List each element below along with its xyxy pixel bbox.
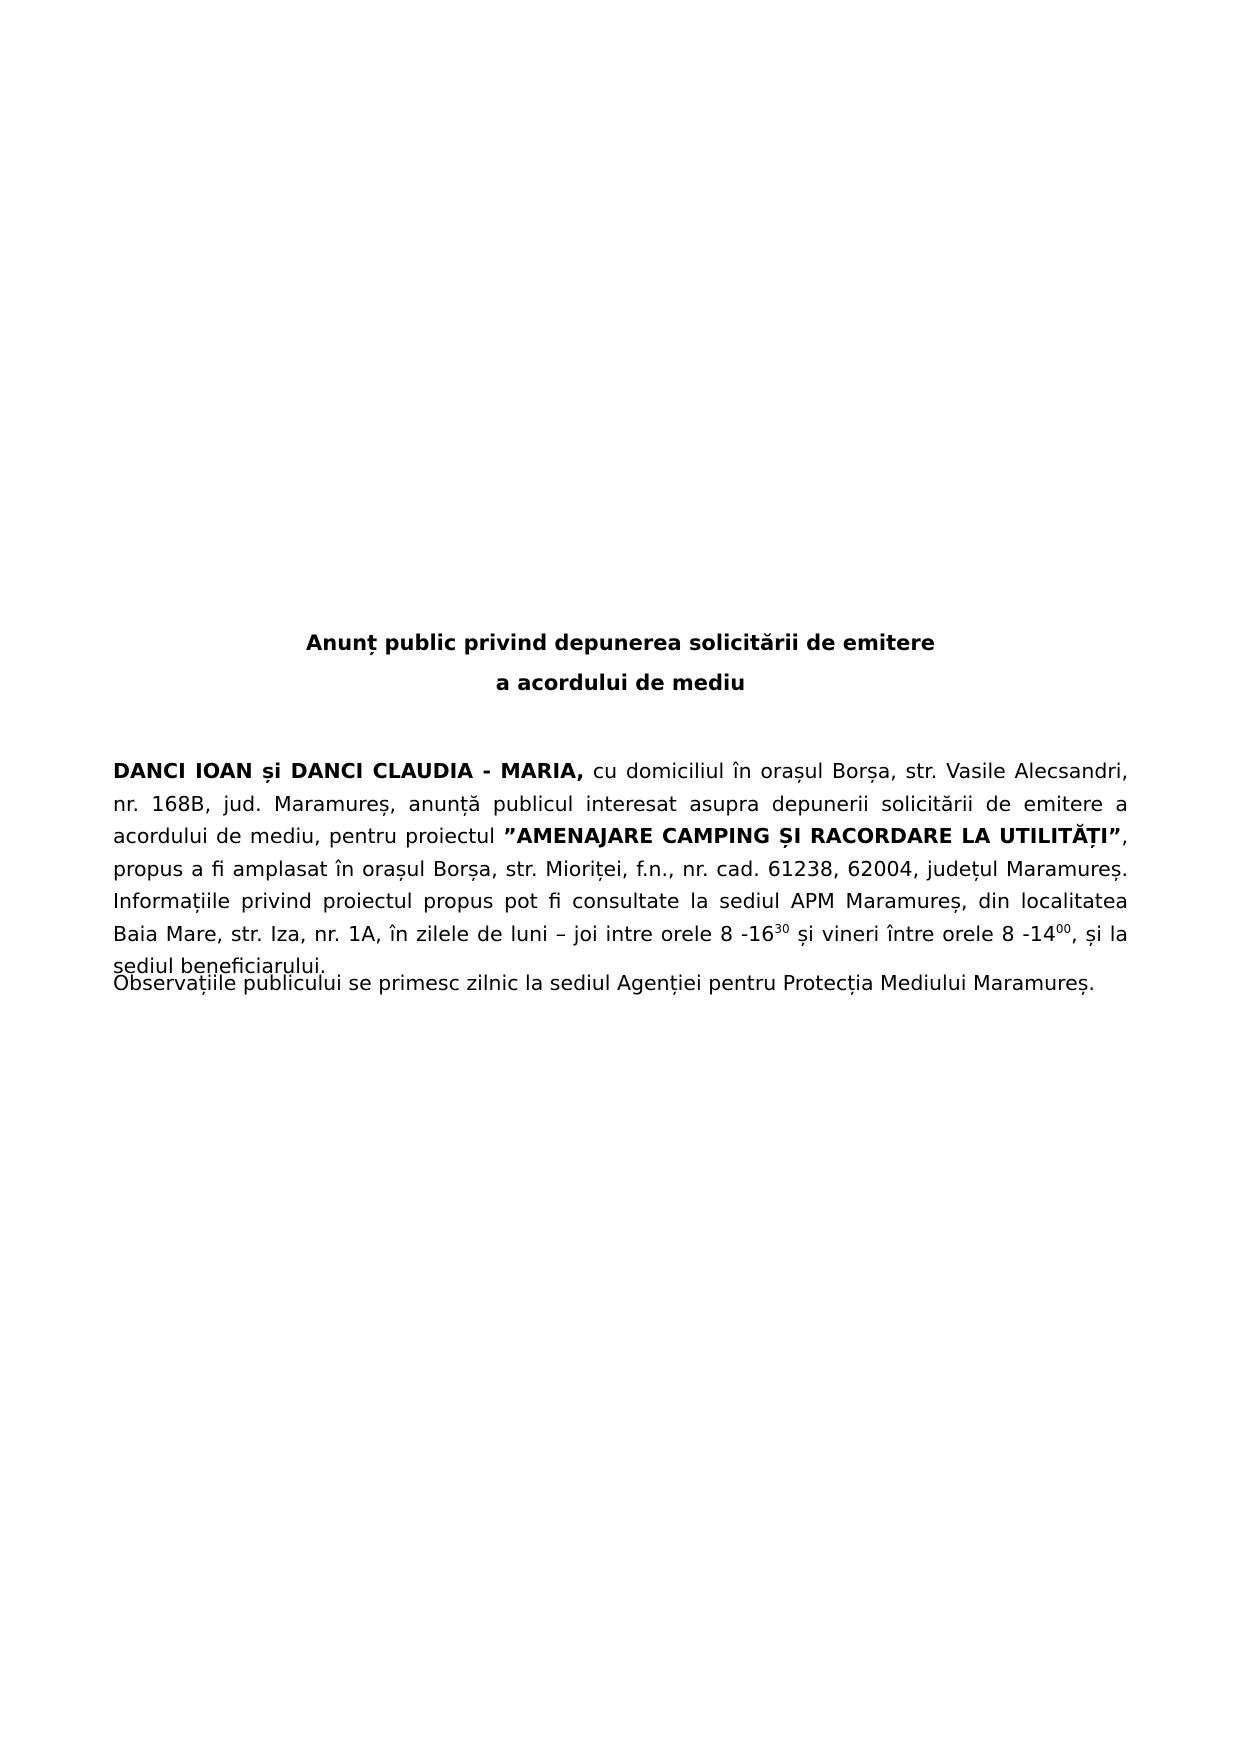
hours-superscript-1: 30 — [774, 921, 790, 936]
announcement-title-line1: Anunț public privind depunerea solicitării de emitere — [306, 631, 935, 655]
announcement-body — [113, 755, 1128, 983]
applicants-names: DANCI IOAN și DANCI CLAUDIA - MARIA, — [113, 759, 585, 783]
body-text-part4: , și la sediul beneficiarului. — [113, 921, 1128, 978]
body-text-part3: și vineri între orele 8 -14 — [789, 921, 1056, 946]
observations-paragraph: Observațiile publicului se primesc zilnic la sediul Agenției pentru Protecția Mediului Maramureș. — [113, 971, 1095, 995]
hours-superscript-2: 00 — [1055, 921, 1072, 936]
body-text-part2: , propus a fi amplasat în orașul Borșa, str. Mioriței, f.n., nr. cad. 61238, 62004, județul Maramureș. Informațiile privind proiectul propus pot fi consultate la sediul APM Maramureș, din localitatea Baia Mare, str. Iza, nr. 1A, în zilele de luni – joi intre orele 8 -16 — [113, 824, 1128, 946]
announcement-title-line2: a acordului de mediu — [495, 671, 746, 695]
body-text-part1: cu domiciliul în orașul Borșa, str. Vasile Alecsandri, nr. 168B, jud. Maramureș, anunță publicul interesat asupra depunerii solicitării de emitere a acordului de mediu, pentru proiectul — [113, 759, 1128, 848]
project-name: ”AMENAJARE CAMPING ȘI RACORDARE LA UTILITĂȚI” — [503, 824, 1122, 848]
